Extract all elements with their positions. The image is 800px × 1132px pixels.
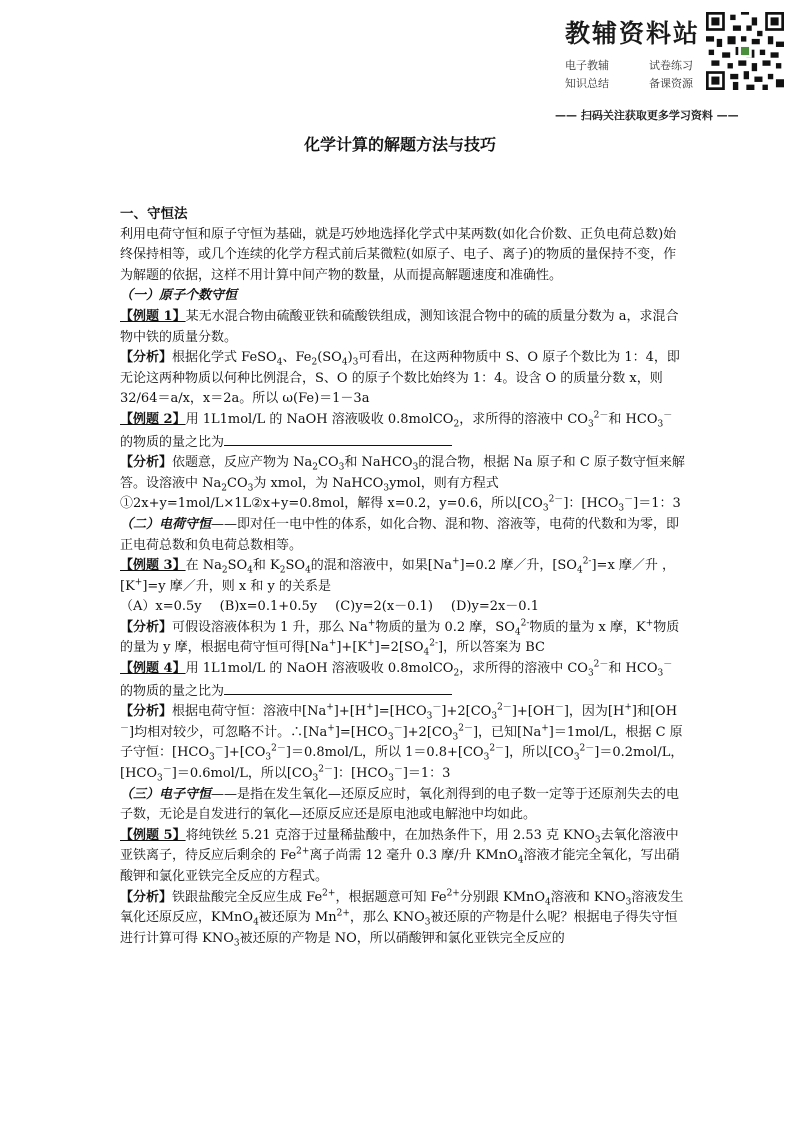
example-3-options [120, 597, 685, 618]
link-e-tutor[interactable]: 电子教辅 [565, 59, 609, 72]
answer-blank[interactable] [224, 431, 452, 446]
subsection-atom: （一）原子个数守恒 [120, 288, 238, 304]
example-5: 【例题 5】将纯铁丝 5.21 克溶于过量稀盐酸中，在加热条件下，用 2.53 克 $KNO_3$去氧化溶液中亚铁离子，待反应后剩余的 $Fe^{2+}$离子尚需 12 毫升 0.3 摩/升 KMnO$_4$溶液才能完全氧化，写出硝酸钾和氯化亚铁完全反应的方程式。 [120, 827, 680, 884]
header-links [565, 57, 705, 93]
option-c[interactable]: (C)y=2(x－0.1) [335, 599, 433, 615]
intro-paragraph: 利用电荷守恒和原子守恒为基础，就是巧妙地选择化学式中某两数(如化合价数、正负电荷总数)始终保持相等，或几个连续的化学方程式前后某微粒(如原子、电子、离子)的物质的量保持不变，作为解题的依据，这样不用计算中间产物的数量，从而提高解题速度和准确性。 [120, 226, 677, 283]
example-2: 【例题 2】用 1L1mol/L 的 NaOH 溶液吸收 0.8molCO$_2$，求所得的溶液中 $CO_3^{2-}$和 $HCO_3^-$的物质的量之比为 [120, 410, 673, 450]
section-heading: 一、守恒法 [120, 206, 188, 222]
answer-blank[interactable] [224, 680, 452, 695]
qr-code-icon [706, 12, 784, 90]
link-exam-practice[interactable]: 试卷练习 [649, 59, 693, 72]
document-body [120, 204, 685, 949]
scan-prompt: —— 扫码关注获取更多学习资料 —— [555, 109, 739, 122]
option-b[interactable]: (B)x=0.1+0.5y [219, 599, 318, 615]
analysis-3: 【分析】可假设溶液体积为 1 升，那么 Na+物质的量为 0.2 摩，$SO_4^{2-}$物质的量为 x 摩，K+物质的量为 y 摩，根据电荷守恒可得$[Na^+]+[K^+]=2[SO_4^{2-}]$，所以答案为 BC [120, 618, 680, 659]
option-a[interactable]: （A）x=0.5y [120, 599, 202, 615]
subsection-charge: （二）电荷守恒——即对任一电中性的体系，如化合物、混和物、溶液等，电荷的代数和为零，即正电荷总数和负电荷总数相等。 [120, 516, 680, 553]
example-3: 【例题 3】在 $Na_2SO_4$和 $K_2SO_4$的混和溶液中，如果[Na+]=0.2 摩／升，$[SO_4^{2-}]=x$ 摩／升 ，[K+]=y 摩／升，则 x 和 y 的关系是 [120, 556, 676, 594]
analysis-4: 【分析】根据电荷守恒：溶液中$[Na^+]+[H^+]=[HCO_3^-]+2[CO_3^{2-}]+[OH^-]$，因为[H+]和[OH－]均相对较少，可忽略不计。$\therefore[Na^+]=[HCO_3^-]+2[CO_3^{2-}]$，已知[Na+]＝1mol/L，根据 C 原子守恒：$[HCO_3^-]+[CO_3^{2-}]=0.8mol/L$，所以 $1=0.8+[CO_3^{2-}]$，所以$[CO_3^{2-}]=0.2mol/L$，$[HCO_3^-]=0.6mol/L$，所以$[CO_3^{2-}]$：$[HCO_3^-]=1$：3 [120, 702, 684, 784]
brand-name: 教辅资料站 [565, 19, 701, 48]
analysis-2: 【分析】依题意，反应产物为 $Na_2CO_3$和 NaHCO$_3$的混合物，根据 Na 原子和 C 原子数守恒来解答。设溶液中 $Na_2CO_3$为 xmol，为 NaHCO$_3$ymol，则有方程式①2x+y=1mol/L×1L②x+y=0.8mol，解得 x=0.2，y=0.6，所以$[CO_3^{2-}]$：$[HCO_3^-]=1$：3 [120, 455, 685, 514]
example-4: 【例题 4】用 1L1mol/L 的 NaOH 溶液吸收 0.8molCO$_2$，求所得的溶液中 $CO_3^{2-}$和 $HCO_3^-$的物质的量之比为 [120, 659, 673, 699]
option-d[interactable]: (D)y=2x－0.1 [450, 599, 539, 615]
link-summary[interactable]: 知识总结 [565, 77, 609, 90]
analysis-5: 【分析】铁跟盐酸完全反应生成 $Fe^{2+}$，根据题意可知 $Fe^{2+}$分别跟 KMnO$_4$溶液和 $KNO_3$溶液发生氧化还原反应，KMnO$_4$被还原为 $Mn^{2+}$，那么 $KNO_3$被还原的产物是什么呢？根据电子得失守恒进行计算可得 $KNO_3$被还原的产物是 NO，所以硝酸钾和氯化亚铁完全反应的 [120, 888, 684, 949]
link-resources[interactable]: 备课资源 [649, 77, 693, 90]
analysis-1: 【分析】根据化学式 FeSO$_4$、$Fe_2(SO_4)_3$可看出，在这两种物质中 S、O 原子个数比为 1：4，即无论这两种物质以何种比例混合，S、O 的原子个数比始终为 1：4。设含 O 的质量分数 x，则 32/64＝a/x，x＝2a。所以 ω(Fe)＝1－3a [120, 350, 680, 407]
page-title: 化学计算的解题方法与技巧 [303, 135, 496, 154]
subsection-electron: （三）电子守恒——是指在发生氧化—还原反应时，氧化剂得到的电子数一定等于还原剂失去的电子数，无论是自发进行的氧化—还原反应还是原电池或电解池中均如此。 [120, 786, 680, 823]
example-1: 【例题 1】某无水混合物由硫酸亚铁和硫酸铁组成，测知该混合物中的硫的质量分数为 a，求混合物中铁的质量分数。 [120, 308, 679, 345]
